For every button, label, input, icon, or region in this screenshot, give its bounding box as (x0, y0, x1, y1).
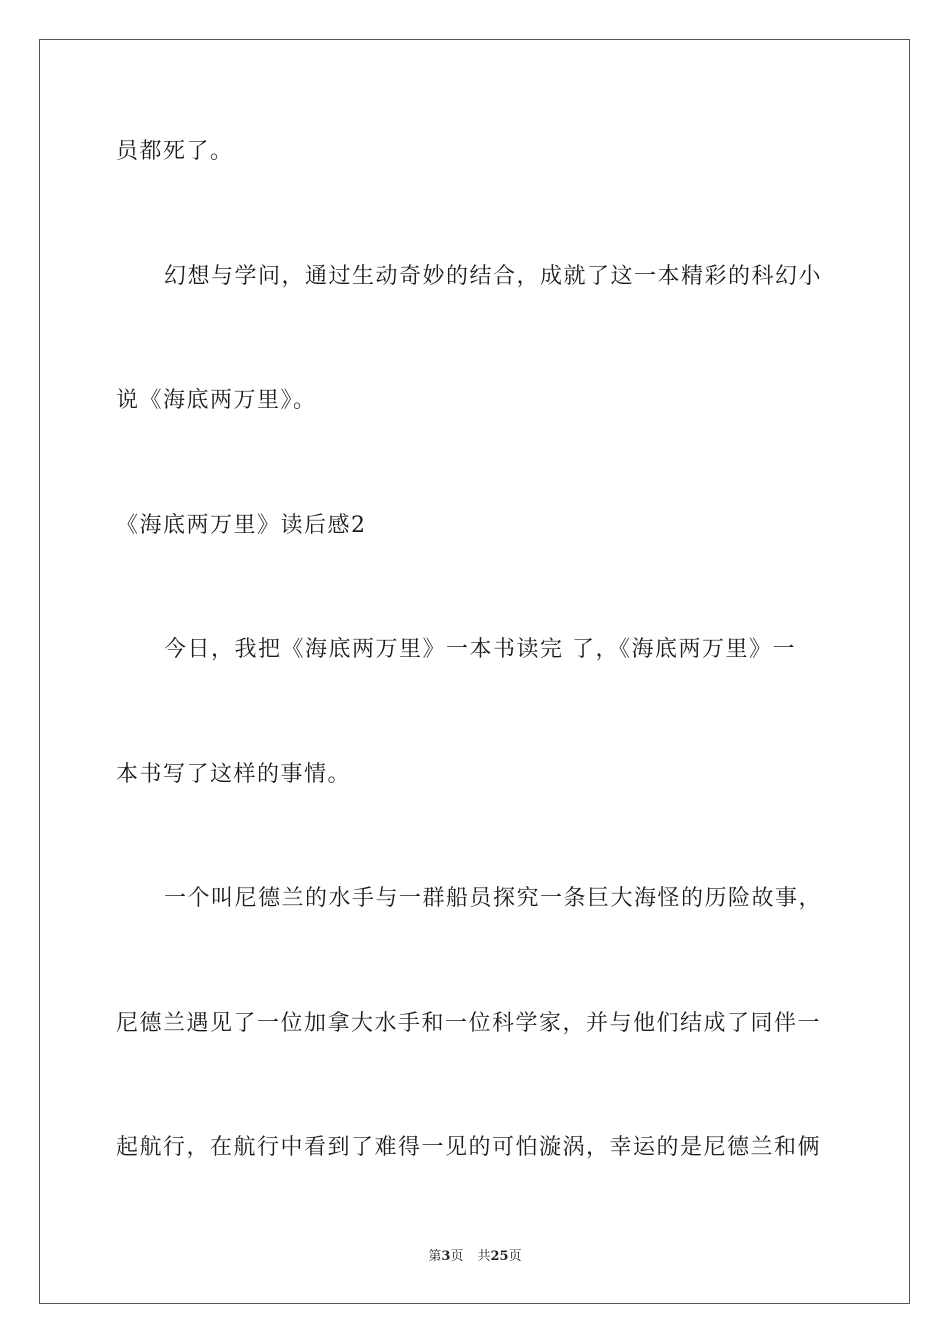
page-suffix: 页 (450, 1249, 464, 1264)
page-prefix: 第 (428, 1249, 442, 1264)
total-pages: 25 (490, 1249, 509, 1264)
page-number: 3 (441, 1249, 451, 1264)
total-prefix: 共 (477, 1249, 491, 1264)
paragraph-2-line-2: 本书写了这样的事情。 (116, 762, 352, 787)
page-footer (0, 1248, 950, 1266)
section-heading: 《海底两万里》读后感2 (116, 513, 367, 538)
paragraph-3-line-3: 起航行，在航行中看到了难得一见的可怕漩涡，幸运的是尼德兰和俩 (116, 1135, 822, 1160)
paragraph-2-line-1: 今日，我把《海底两万里》一本书读完 了，《海底两万里》一 (164, 637, 796, 662)
paragraph-1-line-2: 说《海底两万里》。 (116, 388, 317, 413)
page-border (39, 39, 910, 1304)
paragraph-3-line-1: 一个叫尼德兰的水手与一群船员探究一条巨大海怪的历险故事， (164, 886, 823, 911)
total-suffix: 页 (508, 1249, 522, 1264)
text-line-1: 员都死了。 (116, 139, 234, 164)
paragraph-1-line-1: 幻想与学问，通过生动奇妙的结合，成就了这一本精彩的科幻小 (164, 264, 823, 289)
paragraph-3-line-2: 尼德兰遇见了一位加拿大水手和一位科学家，并与他们结成了同伴一 (116, 1011, 822, 1036)
